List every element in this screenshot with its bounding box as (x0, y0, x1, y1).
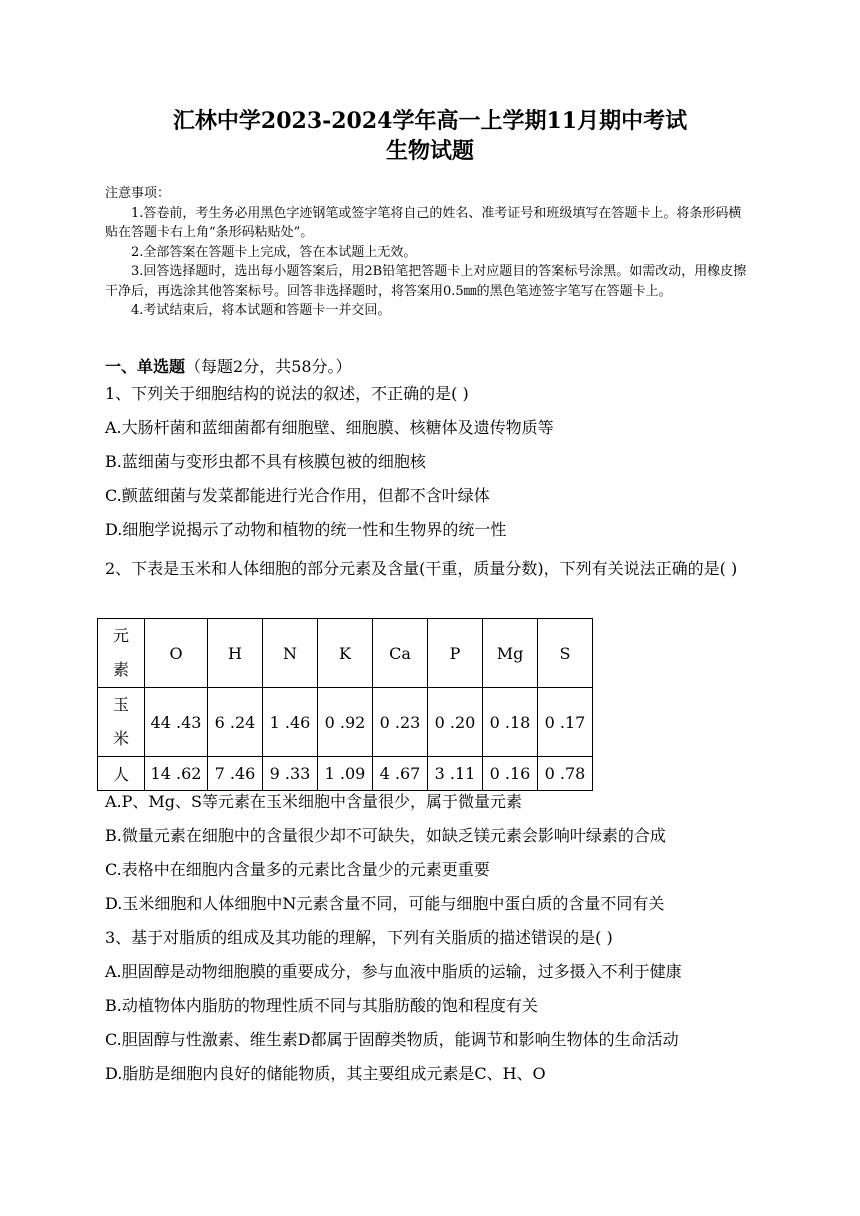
table-header-cell: N (263, 619, 318, 688)
notice-item: 4.考试结束后，将本试题和答题卡一并交回。 (131, 303, 391, 318)
question-option: B.微量元素在细胞中的含量很少却不可缺失，如缺乏镁元素会影响叶绿素的合成 (105, 826, 666, 845)
table-header-row (98, 619, 593, 688)
question-option: D.脂肪是细胞内良好的储能物质，其主要组成元素是C、H、O (105, 1064, 546, 1083)
table-row (98, 757, 593, 791)
section-title: 一、单选题 (105, 357, 186, 376)
notice-item: 2.全部答案在答题卡上完成，答在本试题上无效。 (131, 244, 417, 260)
table-cell: 0 .20 (428, 688, 483, 757)
question-option: D.玉米细胞和人体细胞中N元素含量不同，可能与细胞中蛋白质的含量不同有关 (105, 894, 665, 913)
table-header-cell: S (538, 619, 593, 688)
notice-item: 3.回答选择题时，选出每小题答案后，用2B铅笔把答题卡上对应题目的答案标号涂黑。如需改动，用橡皮擦干净后，再选涂其他答案标号。回答非选择题时，将答案用0.5㎜的黑色笔迹签字笔写在答题卡上。 (105, 264, 747, 299)
question-option: C.表格中在细胞内含量多的元素比含量少的元素更重要 (105, 860, 490, 879)
notice-item: 1.答卷前，考生务必用黑色字迹钢笔或签字笔将自己的姓名、准考证号和班级填写在答题卡上。将条形码横贴在答题卡右上角“条形码粘贴处”。 (105, 205, 742, 240)
table-cell: 44 .43 (145, 688, 208, 757)
question-stem: 3、基于对脂质的组成及其功能的理解，下列有关脂质的描述错误的是( ) (105, 928, 613, 947)
question-option: A.胆固醇是动物细胞膜的重要成分，参与血液中脂质的运输，过多摄入不利于健康 (105, 962, 682, 981)
exam-title: 汇林中学2023-2024学年高一上学期11月期中考试 (172, 108, 688, 134)
table-cell: 6 .24 (208, 688, 263, 757)
table-header-cell: H (208, 619, 263, 688)
table-header-cell: Ca (373, 619, 428, 688)
table-cell: 0 .78 (538, 757, 593, 791)
table-header-label: 元 素 (98, 619, 145, 688)
notice-block (105, 184, 750, 321)
question-option: D.细胞学说揭示了动物和植物的统一性和生物界的统一性 (105, 520, 507, 539)
table-header-cell: K (318, 619, 373, 688)
table-cell: 14 .62 (145, 757, 208, 791)
table-header-cell: O (145, 619, 208, 688)
table-cell: 1 .09 (318, 757, 373, 791)
question-option: C.颤蓝细菌与发菜都能进行光合作用，但都不含叶绿体 (105, 486, 490, 505)
table-header-cell: P (428, 619, 483, 688)
element-content-table (97, 618, 593, 791)
section-note: （每题2分，共58分。） (185, 357, 352, 376)
table-cell: 0 .23 (373, 688, 428, 757)
question-option: B.蓝细菌与变形虫都不具有核膜包被的细胞核 (105, 452, 426, 471)
table-cell: 4 .67 (373, 757, 428, 791)
question-option: A.大肠杆菌和蓝细菌都有细胞壁、细胞膜、核糖体及遗传物质等 (105, 418, 554, 437)
table-cell: 7 .46 (208, 757, 263, 791)
table-cell: 9 .33 (263, 757, 318, 791)
question-option: A.P、Mg、S等元素在玉米细胞中含量很少，属于微量元素 (105, 792, 522, 811)
table-row (98, 688, 593, 757)
question-option: C.胆固醇与性激素、维生素D都属于固醇类物质，能调节和影响生物体的生命活动 (105, 1030, 679, 1049)
table-cell: 0 .17 (538, 688, 593, 757)
table-cell: 0 .18 (483, 688, 538, 757)
question-stem: 1、下列关于细胞结构的说法的叙述，不正确的是( ) (105, 384, 469, 403)
table-cell: 0 .92 (318, 688, 373, 757)
notice-heading: 注意事项： (105, 186, 171, 201)
table-cell: 0 .16 (483, 757, 538, 791)
table-row-label: 玉 米 (98, 688, 145, 757)
question-option: B.动植物体内脂肪的物理性质不同与其脂肪酸的饱和程度有关 (105, 996, 538, 1015)
table-cell: 3 .11 (428, 757, 483, 791)
section-heading (105, 356, 755, 378)
table-row-label: 人 (98, 757, 145, 791)
exam-subtitle: 生物试题 (385, 138, 474, 164)
table-header-cell: Mg (483, 619, 538, 688)
table-cell: 1 .46 (263, 688, 318, 757)
question-stem: 2、下表是玉米和人体细胞的部分元素及含量(干重，质量分数)，下列有关说法正确的是( ) (105, 559, 738, 578)
